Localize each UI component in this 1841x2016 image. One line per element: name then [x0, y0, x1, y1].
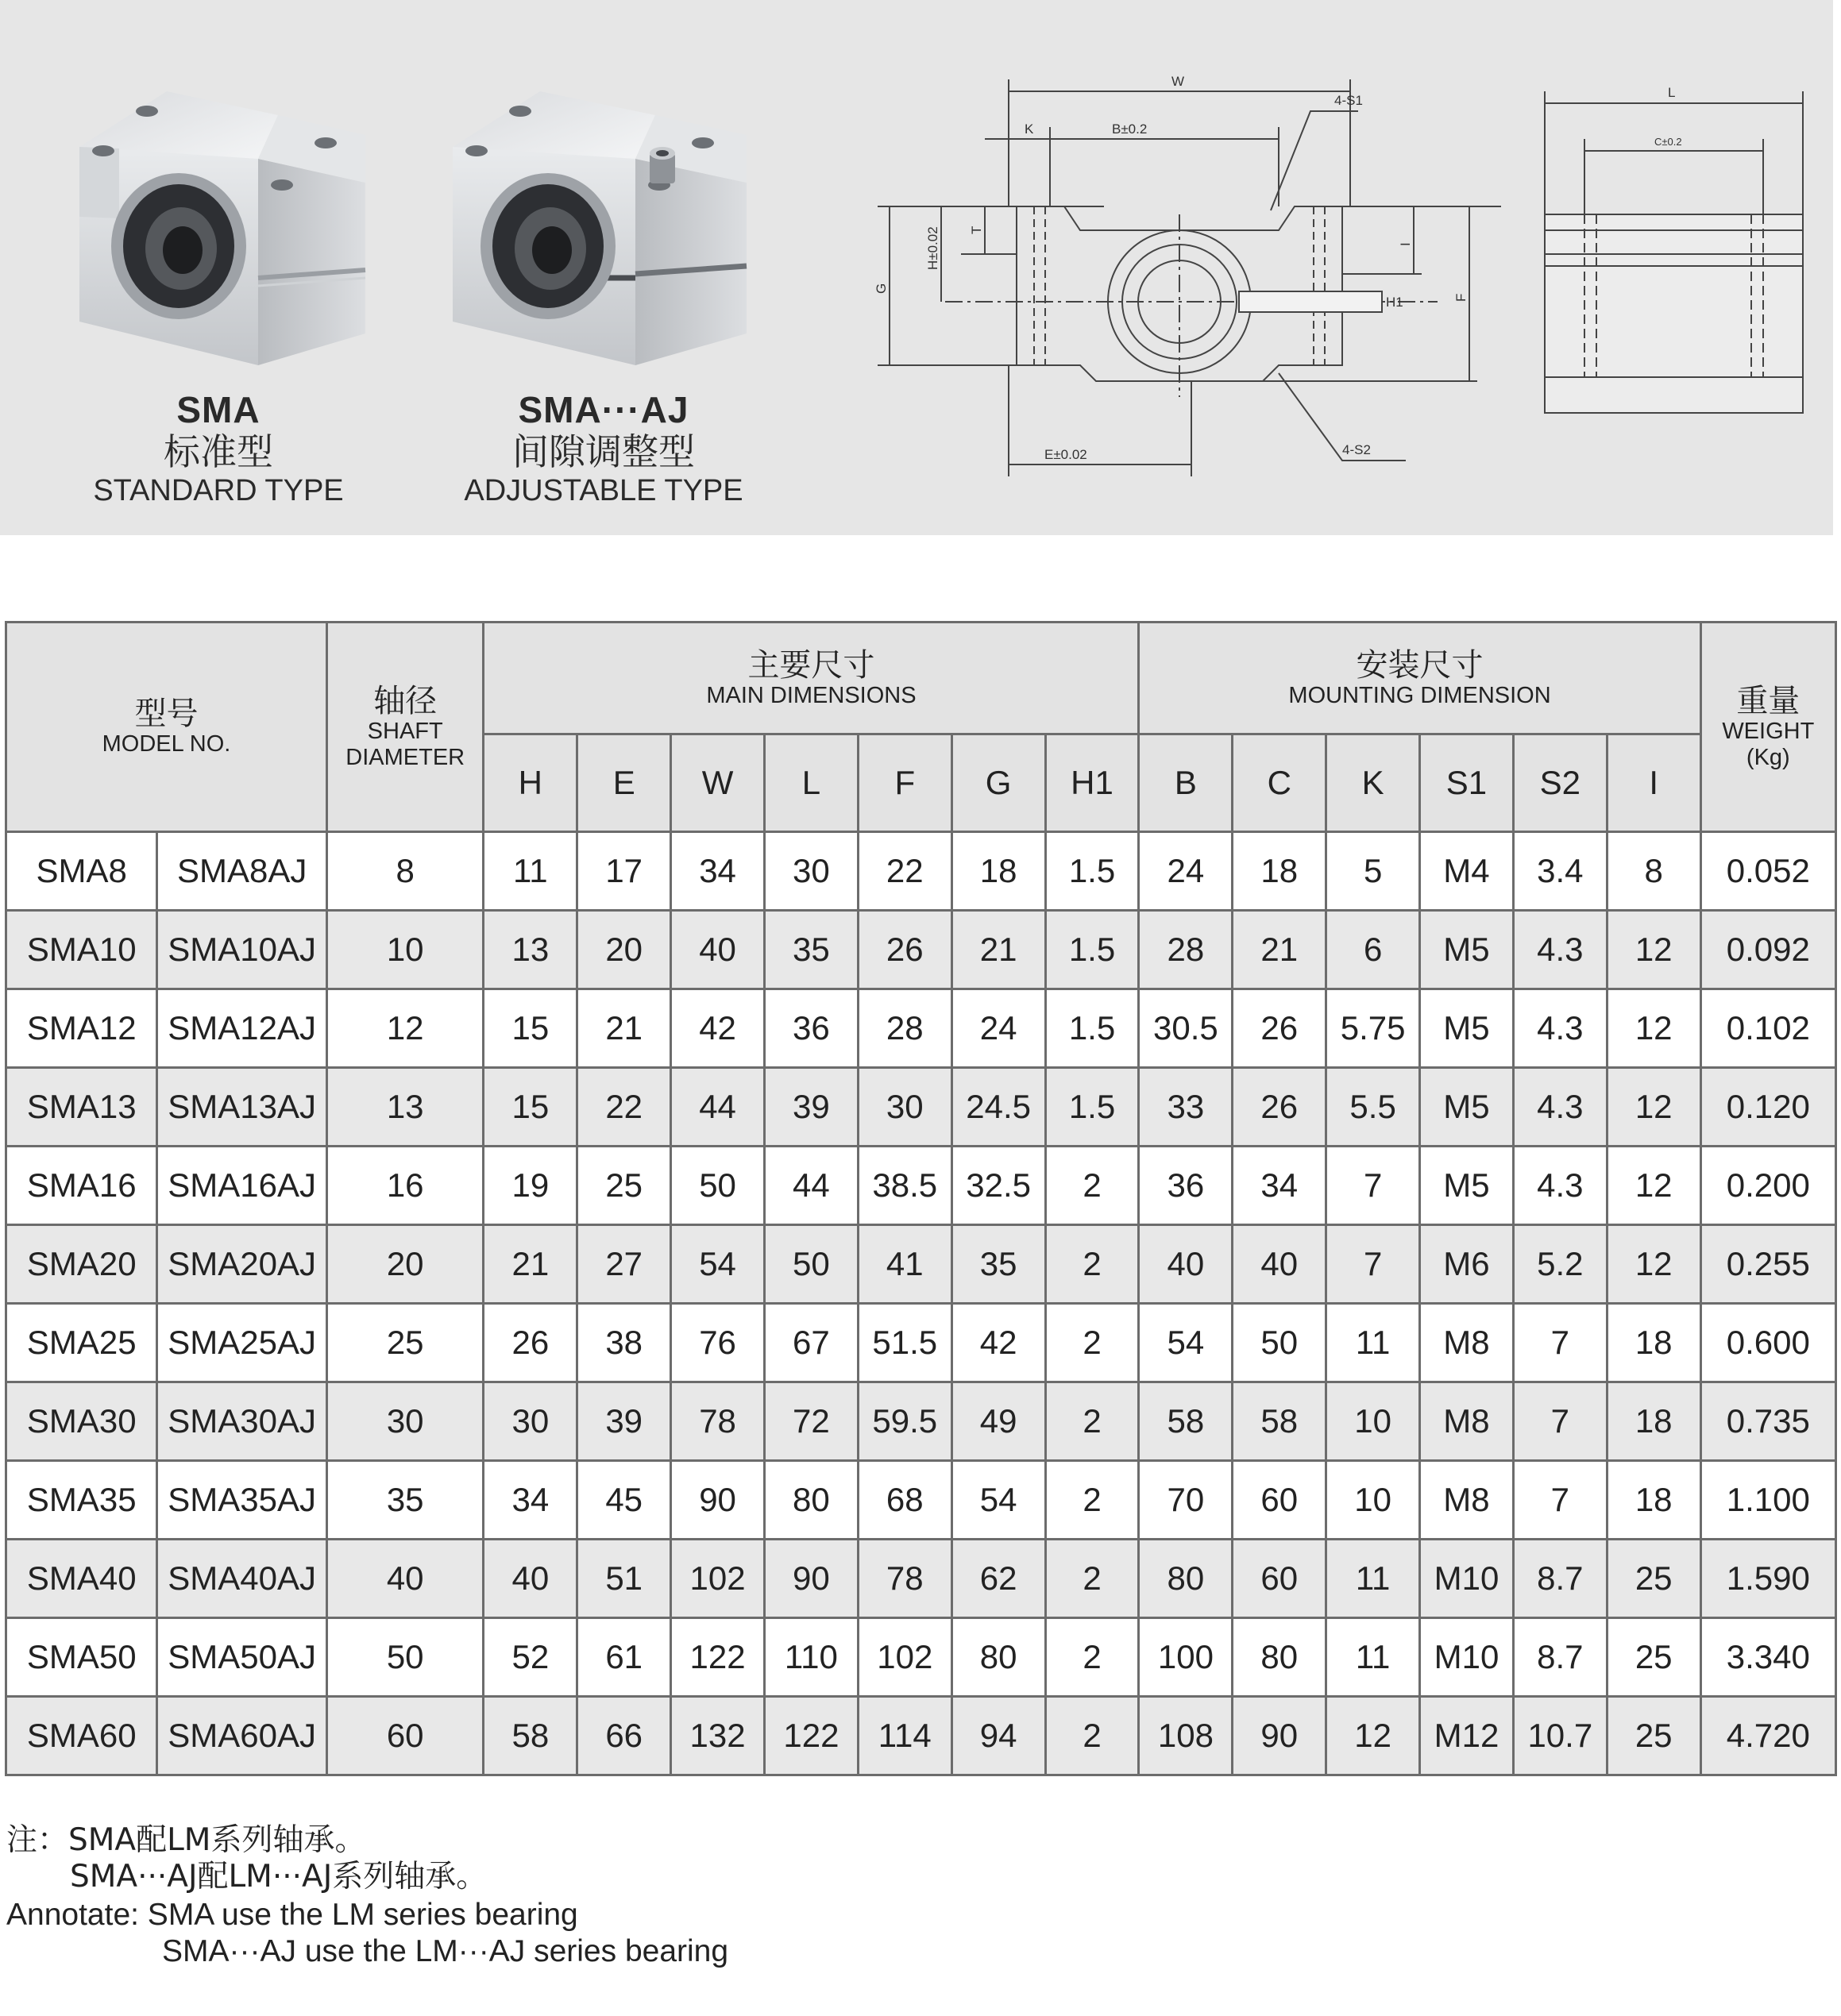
col-header-b: B [1139, 734, 1233, 832]
header-model [6, 623, 327, 832]
table-cell: 32.5 [951, 1147, 1045, 1225]
header-model-en: MODEL NO. [102, 731, 231, 757]
table-cell: M10 [1420, 1540, 1514, 1618]
table-cell: 18 [1233, 832, 1326, 911]
table-cell: SMA25AJ [157, 1304, 327, 1382]
table-cell: 12 [1607, 911, 1700, 989]
table-cell: 27 [577, 1225, 671, 1304]
standard-type-image [71, 83, 381, 369]
header-shaft-en2: DIAMETER [345, 744, 465, 770]
table-cell: 22 [577, 1068, 671, 1147]
table-cell: 25 [1607, 1618, 1700, 1697]
table-cell: 122 [671, 1618, 765, 1697]
side-view-drawing [1537, 79, 1815, 433]
front-view-labels [874, 74, 1469, 462]
col-header-w: W [671, 734, 765, 832]
table-cell: 132 [671, 1697, 765, 1775]
table-cell: 66 [577, 1697, 671, 1775]
adjustable-type-image [445, 83, 762, 369]
table-cell: 0.735 [1700, 1382, 1835, 1461]
table-cell: 5.75 [1326, 989, 1420, 1068]
table-cell: SMA50 [6, 1618, 157, 1697]
table-cell: SMA13 [6, 1068, 157, 1147]
table-cell: 0.092 [1700, 911, 1835, 989]
adjustable-type-name-cn: 间隙调整型 [512, 430, 695, 473]
table-cell: 68 [858, 1461, 951, 1540]
dim-label-f: F [1453, 293, 1469, 302]
table-cell: 5 [1326, 832, 1420, 911]
table-cell: 2 [1045, 1461, 1139, 1540]
standard-type-name-cn: 标准型 [164, 430, 273, 473]
table-cell: 0.200 [1700, 1147, 1835, 1225]
table-cell: 90 [671, 1461, 765, 1540]
table-cell: 21 [484, 1225, 577, 1304]
table-cell: 12 [326, 989, 483, 1068]
dim-label-h: H±0.02 [925, 226, 940, 270]
table-cell: SMA10 [6, 911, 157, 989]
table-cell: 0.102 [1700, 989, 1835, 1068]
table-cell: 2 [1045, 1225, 1139, 1304]
table-cell: 40 [671, 911, 765, 989]
table-cell: 36 [764, 989, 858, 1068]
dim-label-w: W [1171, 74, 1185, 89]
table-cell: 78 [671, 1382, 765, 1461]
table-cell: 44 [671, 1068, 765, 1147]
table-cell: 34 [484, 1461, 577, 1540]
dim-label-s1: 4-S1 [1334, 93, 1363, 108]
table-cell: 25 [1607, 1540, 1700, 1618]
table-cell: 25 [326, 1304, 483, 1382]
table-cell: 18 [1607, 1304, 1700, 1382]
table-cell: SMA30AJ [157, 1382, 327, 1461]
table-cell: M6 [1420, 1225, 1514, 1304]
table-cell: M5 [1420, 911, 1514, 989]
table-cell: 21 [951, 911, 1045, 989]
table-cell: 40 [1233, 1225, 1326, 1304]
table-cell: 7 [1326, 1147, 1420, 1225]
header-weight-en2: (Kg) [1746, 744, 1790, 770]
table-cell: 94 [951, 1697, 1045, 1775]
table-cell: 28 [1139, 911, 1233, 989]
header-weight [1700, 623, 1835, 832]
table-cell: 21 [1233, 911, 1326, 989]
table-cell: 33 [1139, 1068, 1233, 1147]
table-cell: 2 [1045, 1697, 1139, 1775]
product-banner [0, 0, 1833, 535]
table-cell: 4.3 [1513, 911, 1607, 989]
table-cell: 10.7 [1513, 1697, 1607, 1775]
table-cell: 0.255 [1700, 1225, 1835, 1304]
table-cell: 24 [951, 989, 1045, 1068]
table-cell: 2 [1045, 1304, 1139, 1382]
table-cell: 12 [1607, 1068, 1700, 1147]
table-cell: 25 [1607, 1697, 1700, 1775]
table-cell: 3.340 [1700, 1618, 1835, 1697]
table-cell: 24 [1139, 832, 1233, 911]
table-cell: SMA12 [6, 989, 157, 1068]
table-cell: 7 [1513, 1382, 1607, 1461]
table-cell: 108 [1139, 1697, 1233, 1775]
dim-label-i: I [1398, 242, 1413, 246]
table-cell: 70 [1139, 1461, 1233, 1540]
table-cell: M12 [1420, 1697, 1514, 1775]
table-cell: 58 [1139, 1382, 1233, 1461]
table-row [6, 1461, 1836, 1540]
header-model-cn: 型号 [134, 696, 199, 732]
table-cell: 6 [1326, 911, 1420, 989]
table-cell: 45 [577, 1461, 671, 1540]
table-cell: M8 [1420, 1382, 1514, 1461]
table-cell: 4.3 [1513, 1147, 1607, 1225]
col-header-e: E [577, 734, 671, 832]
note-en-line-1: Annotate: SMA use the LM series bearing [6, 1898, 578, 1932]
dim-label-g: G [874, 283, 889, 294]
table-cell: 1.5 [1045, 911, 1139, 989]
table-row [6, 911, 1836, 989]
table-cell: 39 [764, 1068, 858, 1147]
table-cell: 8 [1607, 832, 1700, 911]
table-cell: 15 [484, 1068, 577, 1147]
adjustable-type-name-en: ADJUSTABLE TYPE [464, 474, 743, 507]
table-cell: 42 [671, 989, 765, 1068]
col-header-g: G [951, 734, 1045, 832]
table-cell: 60 [326, 1697, 483, 1775]
table-cell: 7 [1513, 1304, 1607, 1382]
dim-label-t: T [969, 225, 984, 234]
table-cell: 100 [1139, 1618, 1233, 1697]
col-header-i: I [1607, 734, 1700, 832]
table-cell: 40 [484, 1540, 577, 1618]
table-cell: 2 [1045, 1618, 1139, 1697]
table-cell: 52 [484, 1618, 577, 1697]
table-cell: 67 [764, 1304, 858, 1382]
table-cell: SMA12AJ [157, 989, 327, 1068]
table-cell: M8 [1420, 1304, 1514, 1382]
table-cell: 1.5 [1045, 1068, 1139, 1147]
standard-type-code: SMA [176, 389, 261, 430]
table-cell: 35 [326, 1461, 483, 1540]
table-cell: 10 [326, 911, 483, 989]
table-row [6, 989, 1836, 1068]
table-row [6, 1697, 1836, 1775]
table-cell: 26 [484, 1304, 577, 1382]
table-cell: 12 [1607, 1225, 1700, 1304]
table-cell: 38 [577, 1304, 671, 1382]
col-header-s2: S2 [1513, 734, 1607, 832]
table-cell: 30 [326, 1382, 483, 1461]
table-cell: 34 [671, 832, 765, 911]
table-cell: 24.5 [951, 1068, 1045, 1147]
table-cell: 44 [764, 1147, 858, 1225]
note-cn-line-1: 注：SMA配LM系列轴承。 [6, 1822, 366, 1858]
table-cell: 80 [1233, 1618, 1326, 1697]
table-cell: 58 [1233, 1382, 1326, 1461]
table-cell: SMA16 [6, 1147, 157, 1225]
header-shaft-cn: 轴径 [373, 682, 438, 719]
table-cell: M8 [1420, 1461, 1514, 1540]
table-cell: 54 [1139, 1304, 1233, 1382]
table-cell: SMA30 [6, 1382, 157, 1461]
table-cell: 110 [764, 1618, 858, 1697]
dim-label-h1: H1 [1386, 295, 1403, 310]
table-row [6, 1618, 1836, 1697]
note-en-line-2: SMA···AJ use the LM···AJ series bearing [162, 1934, 729, 1968]
table-cell: 60 [1233, 1461, 1326, 1540]
table-cell: 18 [1607, 1382, 1700, 1461]
table-row [6, 1382, 1836, 1461]
table-cell: 42 [951, 1304, 1045, 1382]
table-cell: 2 [1045, 1540, 1139, 1618]
table-cell: SMA35 [6, 1461, 157, 1540]
table-cell: 1.5 [1045, 832, 1139, 911]
table-cell: 26 [1233, 989, 1326, 1068]
table-cell: 15 [484, 989, 577, 1068]
front-view-drawing [866, 64, 1501, 496]
table-cell: 62 [951, 1540, 1045, 1618]
standard-type-name-en: STANDARD TYPE [93, 474, 344, 507]
table-cell: 21 [577, 989, 671, 1068]
adjustable-type-code: SMA···AJ [518, 389, 689, 430]
table-cell: 54 [671, 1225, 765, 1304]
table-cell: SMA20 [6, 1225, 157, 1304]
table-cell: 80 [1139, 1540, 1233, 1618]
table-cell: 5.2 [1513, 1225, 1607, 1304]
dim-label-s2: 4-S2 [1342, 442, 1371, 457]
table-cell: SMA20AJ [157, 1225, 327, 1304]
table-cell: 3.4 [1513, 832, 1607, 911]
table-cell: 10 [1326, 1461, 1420, 1540]
table-cell: 0.052 [1700, 832, 1835, 911]
table-cell: SMA60 [6, 1697, 157, 1775]
table-cell: 8.7 [1513, 1540, 1607, 1618]
header-weight-en1: WEIGHT [1722, 718, 1815, 744]
table-cell: SMA40AJ [157, 1540, 327, 1618]
table-cell: 4.3 [1513, 1068, 1607, 1147]
table-cell: SMA13AJ [157, 1068, 327, 1147]
table-cell: 18 [951, 832, 1045, 911]
table-cell: 54 [951, 1461, 1045, 1540]
header-main-cn: 主要尺寸 [747, 646, 875, 684]
col-header-l: L [764, 734, 858, 832]
table-cell: 50 [1233, 1304, 1326, 1382]
table-cell: 59.5 [858, 1382, 951, 1461]
table-cell: SMA60AJ [157, 1697, 327, 1775]
table-cell: 20 [577, 911, 671, 989]
table-cell: 11 [1326, 1618, 1420, 1697]
table-cell: 51.5 [858, 1304, 951, 1382]
standard-type-caption [71, 389, 365, 508]
table-cell: 30 [858, 1068, 951, 1147]
table-cell: 12 [1607, 989, 1700, 1068]
table-cell: 40 [326, 1540, 483, 1618]
table-cell: M5 [1420, 1147, 1514, 1225]
table-cell: 30.5 [1139, 989, 1233, 1068]
table-cell: 90 [1233, 1697, 1326, 1775]
header-mounting-en: MOUNTING DIMENSION [1288, 682, 1551, 708]
table-cell: 122 [764, 1697, 858, 1775]
table-cell: 10 [1326, 1382, 1420, 1461]
table-cell: SMA25 [6, 1304, 157, 1382]
table-cell: 1.100 [1700, 1461, 1835, 1540]
table-cell: M5 [1420, 989, 1514, 1068]
table-cell: 50 [326, 1618, 483, 1697]
table-row [6, 1147, 1836, 1225]
table-cell: 50 [764, 1225, 858, 1304]
table-cell: 51 [577, 1540, 671, 1618]
spec-table [5, 621, 1837, 1776]
table-cell: 41 [858, 1225, 951, 1304]
table-row [6, 1540, 1836, 1618]
table-cell: 1.590 [1700, 1540, 1835, 1618]
header-main-en: MAIN DIMENSIONS [706, 682, 917, 708]
table-cell: 39 [577, 1382, 671, 1461]
dim-label-k: K [1025, 121, 1034, 137]
dim-label-b: B±0.2 [1112, 121, 1148, 137]
table-cell: 7 [1513, 1461, 1607, 1540]
table-cell: 17 [577, 832, 671, 911]
table-cell: 7 [1326, 1225, 1420, 1304]
table-cell: SMA8 [6, 832, 157, 911]
table-cell: 26 [858, 911, 951, 989]
table-cell: 11 [1326, 1540, 1420, 1618]
table-cell: 0.120 [1700, 1068, 1835, 1147]
table-cell: 38.5 [858, 1147, 951, 1225]
table-cell: 28 [858, 989, 951, 1068]
dim-label-c: C±0.2 [1654, 136, 1682, 148]
table-cell: 35 [951, 1225, 1045, 1304]
table-cell: 16 [326, 1147, 483, 1225]
table-cell: 34 [1233, 1147, 1326, 1225]
table-cell: 80 [951, 1618, 1045, 1697]
table-cell: 114 [858, 1697, 951, 1775]
table-cell: 13 [484, 911, 577, 989]
table-cell: 13 [326, 1068, 483, 1147]
col-header-f: F [858, 734, 951, 832]
table-cell: 50 [671, 1147, 765, 1225]
col-header-s1: S1 [1420, 734, 1514, 832]
table-cell: 35 [764, 911, 858, 989]
table-cell: 61 [577, 1618, 671, 1697]
table-cell: 25 [577, 1147, 671, 1225]
table-row [6, 832, 1836, 911]
header-mounting-cn: 安装尺寸 [1356, 646, 1484, 684]
table-cell: M5 [1420, 1068, 1514, 1147]
table-cell: SMA40 [6, 1540, 157, 1618]
header-weight-cn: 重量 [1736, 682, 1800, 719]
header-shaft [326, 623, 483, 832]
table-cell: 80 [764, 1461, 858, 1540]
table-cell: 1.5 [1045, 989, 1139, 1068]
table-cell: 2 [1045, 1382, 1139, 1461]
table-cell: 0.600 [1700, 1304, 1835, 1382]
adjustable-type-caption [449, 389, 758, 508]
table-cell: 60 [1233, 1540, 1326, 1618]
header-main-dimensions [484, 623, 1139, 734]
table-cell: 36 [1139, 1147, 1233, 1225]
table-cell: 49 [951, 1382, 1045, 1461]
header-mounting-dimensions [1139, 623, 1700, 734]
table-cell: 11 [484, 832, 577, 911]
table-cell: 22 [858, 832, 951, 911]
table-cell: 20 [326, 1225, 483, 1304]
table-cell: 40 [1139, 1225, 1233, 1304]
table-cell: 12 [1607, 1147, 1700, 1225]
table-cell: 4.720 [1700, 1697, 1835, 1775]
table-cell: 2 [1045, 1147, 1139, 1225]
table-cell: 19 [484, 1147, 577, 1225]
table-row [6, 1068, 1836, 1147]
table-cell: 58 [484, 1697, 577, 1775]
table-cell: SMA50AJ [157, 1618, 327, 1697]
table-cell: 11 [1326, 1304, 1420, 1382]
table-row [6, 1225, 1836, 1304]
table-cell: 5.5 [1326, 1068, 1420, 1147]
table-cell: 30 [484, 1382, 577, 1461]
table-cell: M4 [1420, 832, 1514, 911]
table-cell: 78 [858, 1540, 951, 1618]
table-cell: 8.7 [1513, 1618, 1607, 1697]
header-shaft-en1: SHAFT [367, 718, 443, 744]
table-cell: 90 [764, 1540, 858, 1618]
table-cell: SMA8AJ [157, 832, 327, 911]
table-row [6, 1304, 1836, 1382]
note-cn-line-2: SMA···AJ配LM···AJ系列轴承。 [70, 1859, 488, 1895]
col-header-k: K [1326, 734, 1420, 832]
table-cell: 18 [1607, 1461, 1700, 1540]
col-header-h: H [484, 734, 577, 832]
col-header-h1: H1 [1045, 734, 1139, 832]
col-header-c: C [1233, 734, 1326, 832]
table-cell: 26 [1233, 1068, 1326, 1147]
table-cell: M10 [1420, 1618, 1514, 1697]
table-cell: 4.3 [1513, 989, 1607, 1068]
table-cell: 8 [326, 832, 483, 911]
dim-label-e: E±0.02 [1044, 447, 1087, 462]
table-cell: 102 [858, 1618, 951, 1697]
table-cell: SMA10AJ [157, 911, 327, 989]
table-cell: 72 [764, 1382, 858, 1461]
table-cell: 102 [671, 1540, 765, 1618]
table-cell: 76 [671, 1304, 765, 1382]
dim-label-l: L [1668, 85, 1676, 100]
table-cell: SMA35AJ [157, 1461, 327, 1540]
table-cell: 12 [1326, 1697, 1420, 1775]
table-cell: SMA16AJ [157, 1147, 327, 1225]
table-cell: 30 [764, 832, 858, 911]
